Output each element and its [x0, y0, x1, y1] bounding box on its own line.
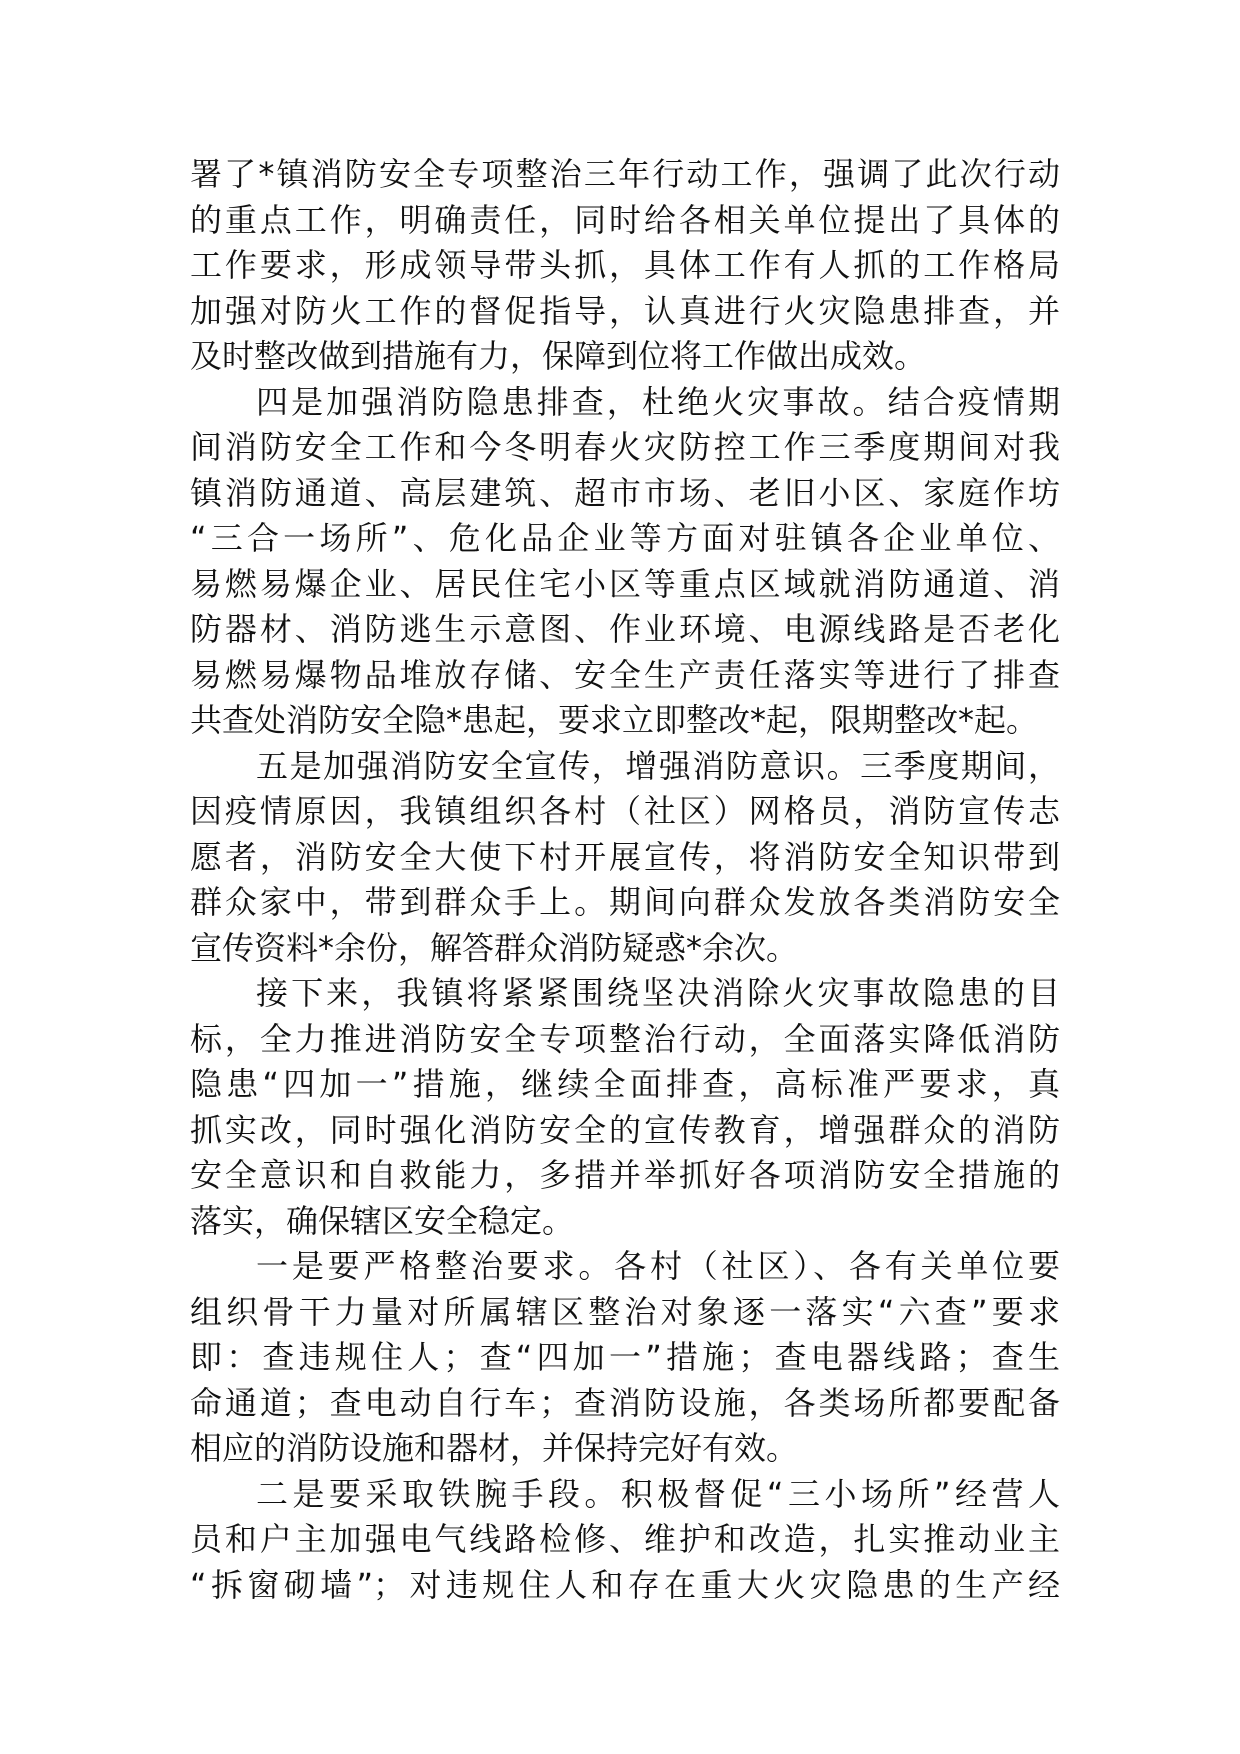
paragraph-start-line: 一是要严格整治要求。各村（社区）、各有关单位要	[256, 1247, 1060, 1285]
text-line: “三合一场所”、危化品企业等方面对驻镇各企业单位、	[190, 519, 1060, 557]
text-line: 镇消防通道、高层建筑、超市市场、老旧小区、家庭作坊	[190, 473, 1060, 512]
text-line: 抓实改，同时强化消防安全的宣传教育，增强群众的消防	[190, 1110, 1060, 1149]
text-line: 落实，确保辖区安全稳定。	[190, 1201, 575, 1240]
text-line: 宣传资料*余份，解答群众消防疑惑*余次。	[190, 928, 799, 967]
paragraph-start-line: 接下来，我镇将紧紧围绕坚决消除火灾事故隐患的目	[256, 974, 1060, 1012]
text-line: 及时整改做到措施有力，保障到位将工作做出成效。	[190, 337, 927, 375]
text-line: 即：查违规住人；查“四加一”措施；查电器线路；查生	[190, 1338, 1060, 1376]
text-line: 员和户主加强电气线路检修、维护和改造，扎实推动业主	[190, 1520, 1060, 1558]
text-line: 间消防安全工作和今冬明春火灾防控工作三季度期间对我	[190, 428, 1060, 466]
text-line: 工作要求，形成领导带头抓，具体工作有人抓的工作格局	[190, 246, 1060, 284]
text-line: 因疫情原因，我镇组织各村（社区）网格员，消防宣传志	[190, 792, 1060, 830]
paragraph-start-line: 二是要采取铁腕手段。积极督促“三小场所”经营人	[256, 1474, 1060, 1513]
text-line: 易燃易爆物品堆放存储、安全生产责任落实等进行了排查	[190, 655, 1060, 694]
text-line: 安全意识和自救能力，多措并举抓好各项消防安全措施的	[190, 1156, 1060, 1194]
text-line: 相应的消防设施和器材，并保持完好有效。	[190, 1429, 799, 1467]
paragraph-start-line: 四是加强消防隐患排查，杜绝火灾事故。结合疫情期	[256, 382, 1060, 421]
text-line: 群众家中，带到群众手上。期间向群众发放各类消防安全	[190, 883, 1060, 921]
document-body	[190, 152, 1060, 1608]
paragraph-start-line: 五是加强消防安全宣传，增强消防意识。三季度期间，	[256, 746, 1060, 785]
text-line: 署了*镇消防安全专项整治三年行动工作，强调了此次行动	[190, 155, 1060, 193]
text-line: 的重点工作，明确责任，同时给各相关单位提出了具体的	[190, 200, 1060, 239]
text-line: 共查处消防安全隐*患起，要求立即整改*起，限期整改*起。	[190, 701, 1039, 739]
text-line: 隐患“四加一”措施，继续全面排查，高标准严要求，真	[190, 1065, 1060, 1103]
text-line: 命通道；查电动自行车；查消防设施，各类场所都要配备	[190, 1383, 1060, 1422]
text-line: 加强对防火工作的督促指导，认真进行火灾隐患排查，并	[190, 291, 1060, 330]
text-line: 易燃易爆企业、居民住宅小区等重点区域就消防通道、消	[190, 564, 1060, 603]
text-line: 标，全力推进消防安全专项整治行动，全面落实降低消防	[190, 1019, 1060, 1058]
text-line: 愿者，消防安全大使下村开展宣传，将消防安全知识带到	[190, 837, 1060, 876]
text-line: 防器材、消防逃生示意图、作业环境、电源线路是否老化	[190, 610, 1060, 648]
text-line: “拆窗砌墙”；对违规住人和存在重大火灾隐患的生产经	[190, 1565, 1060, 1604]
text-line: 组织骨干力量对所属辖区整治对象逐一落实“六查”要求	[190, 1292, 1060, 1331]
